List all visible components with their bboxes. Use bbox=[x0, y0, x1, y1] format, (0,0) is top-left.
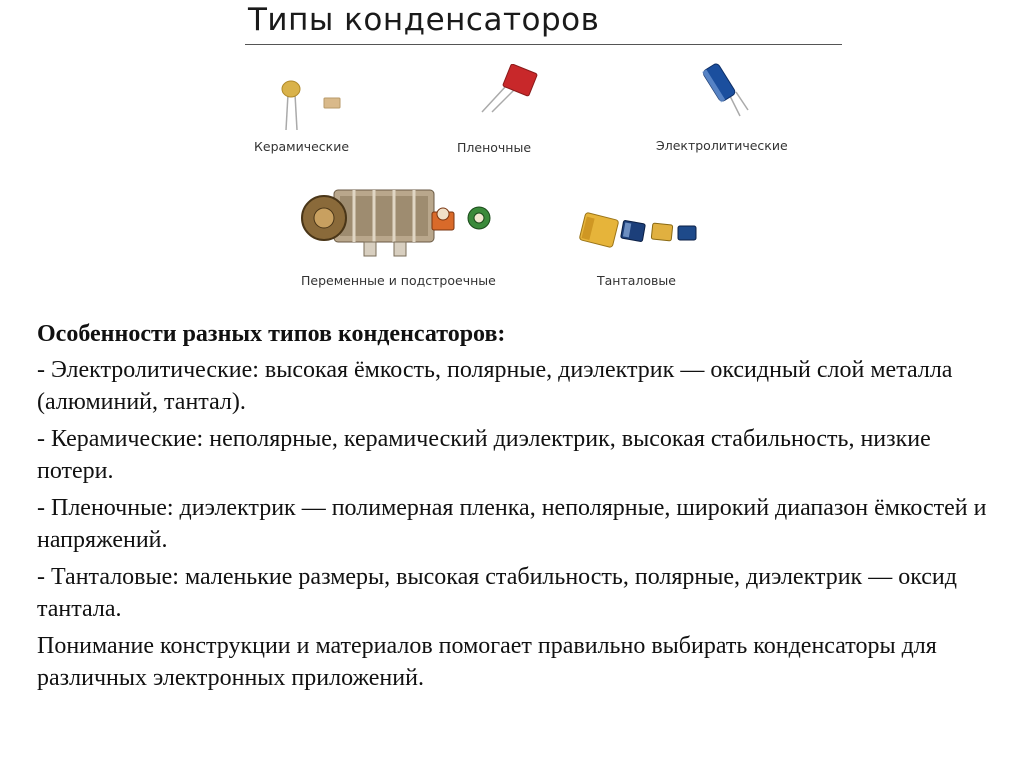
film-capacitor-image bbox=[478, 64, 540, 114]
caption-ceramic: Керамические bbox=[254, 139, 350, 154]
feature-item-ceramic: - Керамические: неполярные, керамический диэлектрик, высокая стабильность, низкие потери. bbox=[37, 426, 931, 484]
slide-title: Типы конденсаторов bbox=[248, 2, 600, 38]
feature-item-film: - Пленочные: диэлектрик — полимерная пленка, неполярные, широкий диапазон ёмкостей и напряжений. bbox=[37, 495, 987, 553]
feature-item-tantalum: - Танталовые: маленькие размеры, высокая стабильность, полярные, диэлектрик — оксид тантала. bbox=[37, 564, 957, 622]
features-heading: Особенности разных типов конденсаторов: bbox=[37, 321, 506, 347]
electrolytic-capacitor-image bbox=[700, 62, 752, 118]
caption-tantalum: Танталовые bbox=[597, 273, 676, 288]
caption-variable: Переменные и подстроечные bbox=[301, 273, 496, 288]
caption-electrolytic: Электролитические bbox=[656, 138, 788, 153]
caption-film: Пленочные bbox=[457, 140, 532, 155]
conclusion-paragraph: Понимание конструкции и материалов помогает правильно выбирать конденсаторы для различных электронных приложений. bbox=[37, 633, 937, 691]
feature-item-electrolytic: - Электролитические: высокая ёмкость, полярные, диэлектрик — оксидный слой металла (алюминий, тантал). bbox=[37, 357, 953, 415]
variable-capacitor-image bbox=[294, 174, 504, 264]
title-underline bbox=[245, 44, 842, 45]
ceramic-capacitor-image bbox=[276, 78, 356, 132]
features-text-block bbox=[37, 318, 997, 699]
tantalum-capacitor-image bbox=[578, 206, 702, 256]
